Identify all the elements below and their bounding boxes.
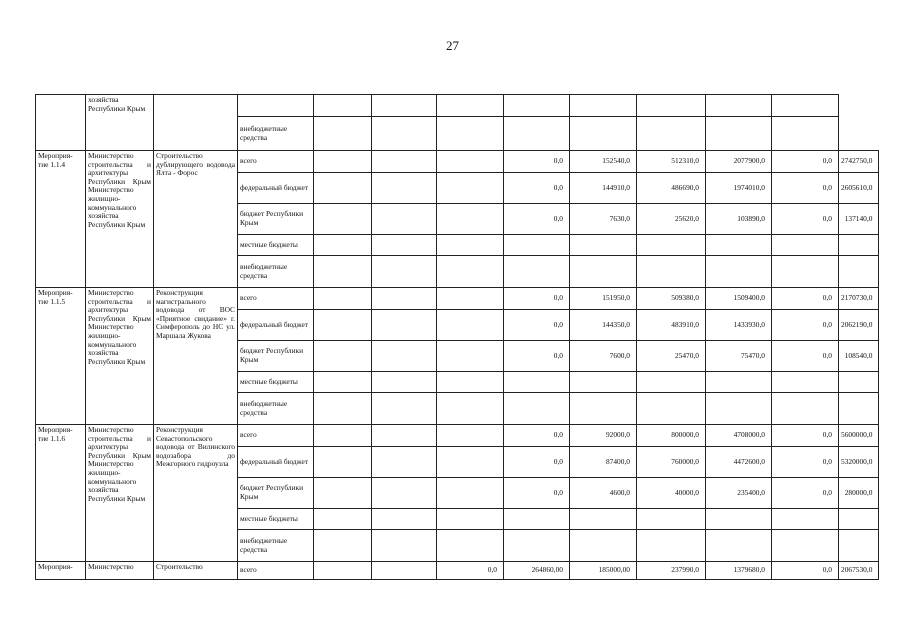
funding-source-cell: бюджет Республики Крым <box>238 204 314 235</box>
value-cell: 760000,0 <box>637 447 706 478</box>
value-cell <box>637 256 706 288</box>
value-cell <box>772 393 839 425</box>
object-cell <box>154 95 238 151</box>
object-cell: Реконструкция магистрального водовода от ВОС «Приятное свидание» г. Симферополь до НС ул. Маршала Жукова <box>154 288 238 425</box>
value-cell <box>504 393 570 425</box>
value-cell: 92000,0 <box>570 425 637 447</box>
value-cell: 2067530,0 <box>839 562 879 580</box>
value-cell: 0,0 <box>504 310 570 341</box>
funding-source-cell: всего <box>238 562 314 580</box>
value-cell <box>839 235 879 256</box>
value-cell <box>372 95 437 117</box>
value-cell <box>706 256 772 288</box>
table-row <box>36 95 879 117</box>
value-cell: 7600,0 <box>570 341 637 372</box>
value-cell <box>314 204 372 235</box>
value-cell <box>706 393 772 425</box>
value-cell <box>570 117 637 151</box>
value-cell: 152540,0 <box>570 151 637 173</box>
value-cell: 7630,0 <box>570 204 637 235</box>
value-cell: 1379680,0 <box>706 562 772 580</box>
value-cell <box>314 256 372 288</box>
value-cell: 108540,0 <box>839 341 879 372</box>
value-cell <box>570 509 637 530</box>
value-cell <box>437 425 504 447</box>
value-cell <box>437 509 504 530</box>
value-cell <box>637 372 706 393</box>
value-cell: 103890,0 <box>706 204 772 235</box>
performer-cell: Министерство строительства и архитектуры Республики Крым Министерство жилищно- коммунального хозяйства Республики Крым <box>86 425 154 562</box>
value-cell <box>706 95 772 117</box>
performer-cell: Министерство строительства и архитектуры Республики Крым Министерство жилищно- коммунального хозяйства Республики Крым <box>86 288 154 425</box>
value-cell: 2062190,0 <box>839 310 879 341</box>
funding-source-cell: федеральный бюджет <box>238 173 314 204</box>
funding-source-cell: бюджет Республики Крым <box>238 341 314 372</box>
value-cell <box>372 288 437 310</box>
funding-source-cell: местные бюджеты <box>238 235 314 256</box>
funding-source-cell: внебюджетные средства <box>238 256 314 288</box>
value-cell <box>570 235 637 256</box>
value-cell <box>637 393 706 425</box>
value-cell <box>504 256 570 288</box>
value-cell <box>772 509 839 530</box>
funding-source-cell: федеральный бюджет <box>238 447 314 478</box>
value-cell: 483910,0 <box>637 310 706 341</box>
value-cell: 0,0 <box>504 288 570 310</box>
value-cell <box>372 425 437 447</box>
value-cell <box>504 509 570 530</box>
value-cell <box>314 95 372 117</box>
value-cell <box>372 530 437 562</box>
value-cell <box>314 393 372 425</box>
funding-source-cell: федеральный бюджет <box>238 310 314 341</box>
value-cell <box>437 256 504 288</box>
value-cell: 0,0 <box>772 478 839 509</box>
value-cell <box>437 310 504 341</box>
budget-table <box>35 94 879 580</box>
table-row <box>36 151 879 173</box>
value-cell: 237990,0 <box>637 562 706 580</box>
page-number: 27 <box>446 38 459 53</box>
event-cell: Мероприя- тие 1.1.5 <box>36 288 86 425</box>
value-cell <box>839 372 879 393</box>
value-cell <box>314 509 372 530</box>
event-cell: Мероприя- тие 1.1.6 <box>36 425 86 562</box>
funding-source-cell: местные бюджеты <box>238 372 314 393</box>
value-cell <box>504 117 570 151</box>
value-cell <box>314 288 372 310</box>
value-cell: 0,0 <box>504 204 570 235</box>
value-cell <box>372 562 437 580</box>
value-cell: 2605610,0 <box>839 173 879 204</box>
value-cell <box>372 310 437 341</box>
value-cell <box>706 372 772 393</box>
value-cell: 1509400,0 <box>706 288 772 310</box>
value-cell: 509380,0 <box>637 288 706 310</box>
value-cell <box>437 447 504 478</box>
value-cell <box>314 372 372 393</box>
value-cell <box>504 530 570 562</box>
value-cell <box>314 478 372 509</box>
value-cell <box>839 393 879 425</box>
value-cell: 0,0 <box>772 288 839 310</box>
value-cell: 0,0 <box>772 425 839 447</box>
value-cell: 1974010,0 <box>706 173 772 204</box>
value-cell <box>372 509 437 530</box>
value-cell <box>372 204 437 235</box>
value-cell <box>437 235 504 256</box>
value-cell <box>839 256 879 288</box>
value-cell: 185000,00 <box>570 562 637 580</box>
value-cell: 0,0 <box>772 341 839 372</box>
value-cell <box>839 530 879 562</box>
value-cell <box>437 95 504 117</box>
value-cell: 0,0 <box>504 341 570 372</box>
value-cell: 5600000,0 <box>839 425 879 447</box>
value-cell <box>372 151 437 173</box>
value-cell: 2170730,0 <box>839 288 879 310</box>
table-row <box>36 288 879 310</box>
value-cell <box>772 372 839 393</box>
value-cell: 40000,0 <box>637 478 706 509</box>
value-cell: 0,0 <box>772 447 839 478</box>
value-cell <box>772 256 839 288</box>
value-cell <box>372 256 437 288</box>
value-cell <box>437 530 504 562</box>
performer-cell: хозяйства Республики Крым <box>86 95 154 151</box>
value-cell <box>437 393 504 425</box>
table-row <box>36 425 879 447</box>
value-cell <box>437 288 504 310</box>
value-cell: 0,0 <box>772 310 839 341</box>
value-cell <box>504 372 570 393</box>
funding-source-cell: внебюджетные средства <box>238 530 314 562</box>
funding-source-cell: всего <box>238 288 314 310</box>
value-cell <box>772 530 839 562</box>
value-cell: 0,0 <box>504 151 570 173</box>
value-cell: 87400,0 <box>570 447 637 478</box>
value-cell <box>570 530 637 562</box>
value-cell: 0,0 <box>504 173 570 204</box>
value-cell: 235400,0 <box>706 478 772 509</box>
value-cell: 486690,0 <box>637 173 706 204</box>
value-cell: 144350,0 <box>570 310 637 341</box>
value-cell: 2077900,0 <box>706 151 772 173</box>
value-cell <box>504 95 570 117</box>
value-cell <box>706 509 772 530</box>
event-cell <box>36 95 86 151</box>
value-cell: 0,0 <box>504 425 570 447</box>
value-cell <box>372 372 437 393</box>
value-cell <box>504 235 570 256</box>
funding-source-cell: бюджет Республики Крым <box>238 478 314 509</box>
value-cell <box>570 372 637 393</box>
value-cell <box>772 95 839 117</box>
value-cell: 4600,0 <box>570 478 637 509</box>
object-cell: Реконструкция Севастопольского водовода от Вилинского водозабора до Межгорного гидроузла <box>154 425 238 562</box>
value-cell <box>570 393 637 425</box>
value-cell: 25470,0 <box>637 341 706 372</box>
table-row <box>36 562 879 580</box>
value-cell <box>772 235 839 256</box>
table-body <box>36 95 879 580</box>
value-cell <box>314 341 372 372</box>
value-cell <box>314 151 372 173</box>
value-cell <box>372 447 437 478</box>
value-cell: 0,0 <box>437 562 504 580</box>
object-cell: Строительство дублирующего водовода Ялта - Форос <box>154 151 238 288</box>
value-cell: 4708000,0 <box>706 425 772 447</box>
value-cell <box>314 530 372 562</box>
value-cell <box>372 117 437 151</box>
value-cell <box>637 530 706 562</box>
value-cell: 0,0 <box>772 151 839 173</box>
funding-source-cell: всего <box>238 151 314 173</box>
value-cell <box>314 562 372 580</box>
value-cell <box>437 151 504 173</box>
funding-source-cell <box>238 95 314 117</box>
value-cell <box>314 447 372 478</box>
value-cell <box>637 235 706 256</box>
value-cell <box>437 173 504 204</box>
value-cell: 512310,0 <box>637 151 706 173</box>
value-cell <box>437 117 504 151</box>
value-cell: 0,0 <box>772 204 839 235</box>
funding-source-cell: внебюджетные средства <box>238 393 314 425</box>
value-cell <box>372 235 437 256</box>
value-cell <box>437 478 504 509</box>
value-cell <box>839 509 879 530</box>
performer-cell: Министерство <box>86 562 154 580</box>
value-cell: 151950,0 <box>570 288 637 310</box>
value-cell: 0,0 <box>772 562 839 580</box>
value-cell: 144910,0 <box>570 173 637 204</box>
object-cell: Строительство <box>154 562 238 580</box>
value-cell <box>314 425 372 447</box>
value-cell <box>706 235 772 256</box>
value-cell <box>637 117 706 151</box>
value-cell: 25620,0 <box>637 204 706 235</box>
value-cell: 0,0 <box>772 173 839 204</box>
value-cell <box>437 372 504 393</box>
value-cell <box>706 530 772 562</box>
value-cell <box>437 341 504 372</box>
value-cell <box>372 393 437 425</box>
value-cell <box>372 173 437 204</box>
event-cell: Мероприя- <box>36 562 86 580</box>
value-cell <box>570 95 637 117</box>
event-cell: Мероприя- тие 1.1.4 <box>36 151 86 288</box>
value-cell <box>314 117 372 151</box>
value-cell: 800000,0 <box>637 425 706 447</box>
value-cell: 0,0 <box>504 478 570 509</box>
funding-source-cell: всего <box>238 425 314 447</box>
value-cell <box>314 173 372 204</box>
value-cell <box>637 509 706 530</box>
value-cell: 280000,0 <box>839 478 879 509</box>
value-cell <box>772 117 839 151</box>
value-cell <box>706 117 772 151</box>
funding-source-cell: местные бюджеты <box>238 509 314 530</box>
value-cell <box>314 235 372 256</box>
value-cell: 0,0 <box>504 447 570 478</box>
value-cell: 1433930,0 <box>706 310 772 341</box>
value-cell: 4472600,0 <box>706 447 772 478</box>
value-cell <box>372 478 437 509</box>
value-cell <box>637 95 706 117</box>
value-cell: 5320000,0 <box>839 447 879 478</box>
value-cell: 137140,0 <box>839 204 879 235</box>
value-cell: 264860,00 <box>504 562 570 580</box>
value-cell <box>570 256 637 288</box>
performer-cell: Министерство строительства и архитектуры Республики Крым Министерство жилищно- коммунального хозяйства Республики Крым <box>86 151 154 288</box>
value-cell: 2742750,0 <box>839 151 879 173</box>
value-cell <box>372 341 437 372</box>
funding-source-cell: внебюджетные средства <box>238 117 314 151</box>
value-cell <box>314 310 372 341</box>
value-cell: 75470,0 <box>706 341 772 372</box>
value-cell <box>437 204 504 235</box>
